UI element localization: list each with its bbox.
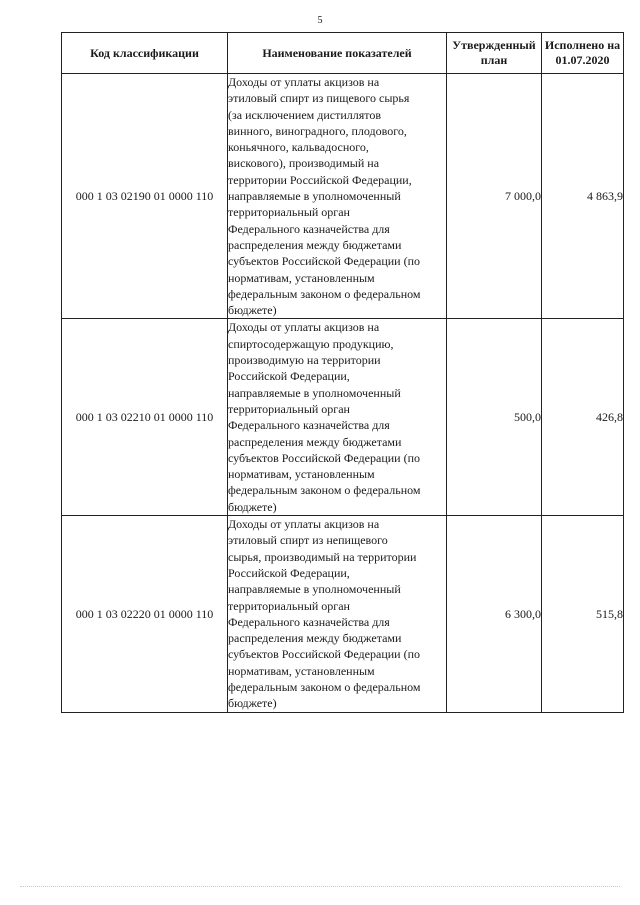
- indicator-name-line: производимую на территории: [228, 353, 381, 368]
- indicator-name: [228, 516, 447, 713]
- classification-code: 000 1 03 02210 01 0000 110: [62, 319, 228, 516]
- indicator-name-line: территориальный орган: [228, 205, 350, 220]
- indicator-name: [228, 74, 447, 319]
- indicator-name-line: сырья, производимый на территории: [228, 549, 417, 564]
- indicator-name-line: Федерального казначейства для: [228, 418, 390, 433]
- indicator-name-line: нормативам, установленным: [228, 467, 375, 482]
- approved-plan-value: 7 000,0: [447, 74, 542, 319]
- table-header-row: [62, 33, 624, 74]
- indicator-name-line: направляемые в уполномоченный: [228, 385, 401, 400]
- approved-plan-value: 500,0: [447, 319, 542, 516]
- indicator-name-line: (за исключением дистиллятов: [228, 107, 382, 122]
- indicator-name-line: бюджете): [228, 499, 277, 514]
- executed-value: 4 863,9: [542, 74, 624, 319]
- indicator-name-line: спиртосодержащую продукцию,: [228, 336, 394, 351]
- indicator-name-line: коньячного, кальвадосного,: [228, 140, 369, 155]
- classification-code: 000 1 03 02220 01 0000 110: [62, 516, 228, 713]
- table-row: [62, 74, 624, 319]
- indicator-name-line: распределения между бюджетами: [228, 631, 402, 646]
- indicator-name-line: субъектов Российской Федерации (по: [228, 450, 420, 465]
- indicator-name-line: федеральным законом о федеральном: [228, 679, 421, 694]
- indicator-name-line: направляемые в уполномоченный: [228, 189, 401, 204]
- indicator-name-line: федеральным законом о федеральном: [228, 483, 421, 498]
- indicator-name: [228, 319, 447, 516]
- indicator-name-line: субъектов Российской Федерации (по: [228, 647, 420, 662]
- indicator-name-line: направляемые в уполномоченный: [228, 582, 401, 597]
- indicator-name-line: вискового), производимый на: [228, 156, 380, 171]
- indicator-name-line: субъектов Российской Федерации (по: [228, 254, 420, 269]
- indicator-name-line: Доходы от уплаты акцизов на: [228, 75, 380, 89]
- indicator-name-line: территориальный орган: [228, 401, 350, 416]
- header-executed: Исполнено на 01.07.2020: [542, 33, 624, 74]
- indicator-name-line: винного, виноградного, плодового,: [228, 123, 407, 138]
- indicator-name-line: нормативам, установленным: [228, 270, 375, 285]
- indicator-name-line: Российской Федерации,: [228, 565, 350, 580]
- header-name: Наименование показателей: [228, 33, 447, 74]
- approved-plan-value: 6 300,0: [447, 516, 542, 713]
- indicator-name-line: Российской Федерации,: [228, 369, 350, 384]
- indicator-name-line: этиловый спирт из непищевого: [228, 533, 388, 548]
- executed-value: 426,8: [542, 319, 624, 516]
- classification-code: 000 1 03 02190 01 0000 110: [62, 74, 228, 319]
- executed-value: 515,8: [542, 516, 624, 713]
- indicator-name-line: нормативам, установленным: [228, 663, 375, 678]
- indicator-name-line: Федерального казначейства для: [228, 221, 390, 236]
- header-plan: Утвержденный план: [447, 33, 542, 74]
- indicator-name-line: бюджете): [228, 696, 277, 711]
- indicator-name-line: территории Российской Федерации,: [228, 172, 412, 187]
- indicator-name-line: Доходы от уплаты акцизов на: [228, 320, 380, 335]
- indicator-name-line: территориальный орган: [228, 598, 350, 613]
- indicator-name-line: Федерального казначейства для: [228, 614, 390, 629]
- page-number: 5: [317, 15, 323, 26]
- budget-table: [61, 32, 624, 713]
- indicator-name-line: бюджете): [228, 303, 277, 318]
- indicator-name-line: распределения между бюджетами: [228, 237, 402, 252]
- indicator-name-line: Доходы от уплаты акцизов на: [228, 517, 380, 532]
- indicator-name-line: этиловый спирт из пищевого сырья: [228, 91, 410, 106]
- indicator-name-line: федеральным законом о федеральном: [228, 286, 421, 301]
- header-code: Код классификации: [62, 33, 228, 74]
- table-row: [62, 516, 624, 713]
- table-row: [62, 319, 624, 516]
- indicator-name-line: распределения между бюджетами: [228, 434, 402, 449]
- scan-edge-marks: [20, 886, 620, 891]
